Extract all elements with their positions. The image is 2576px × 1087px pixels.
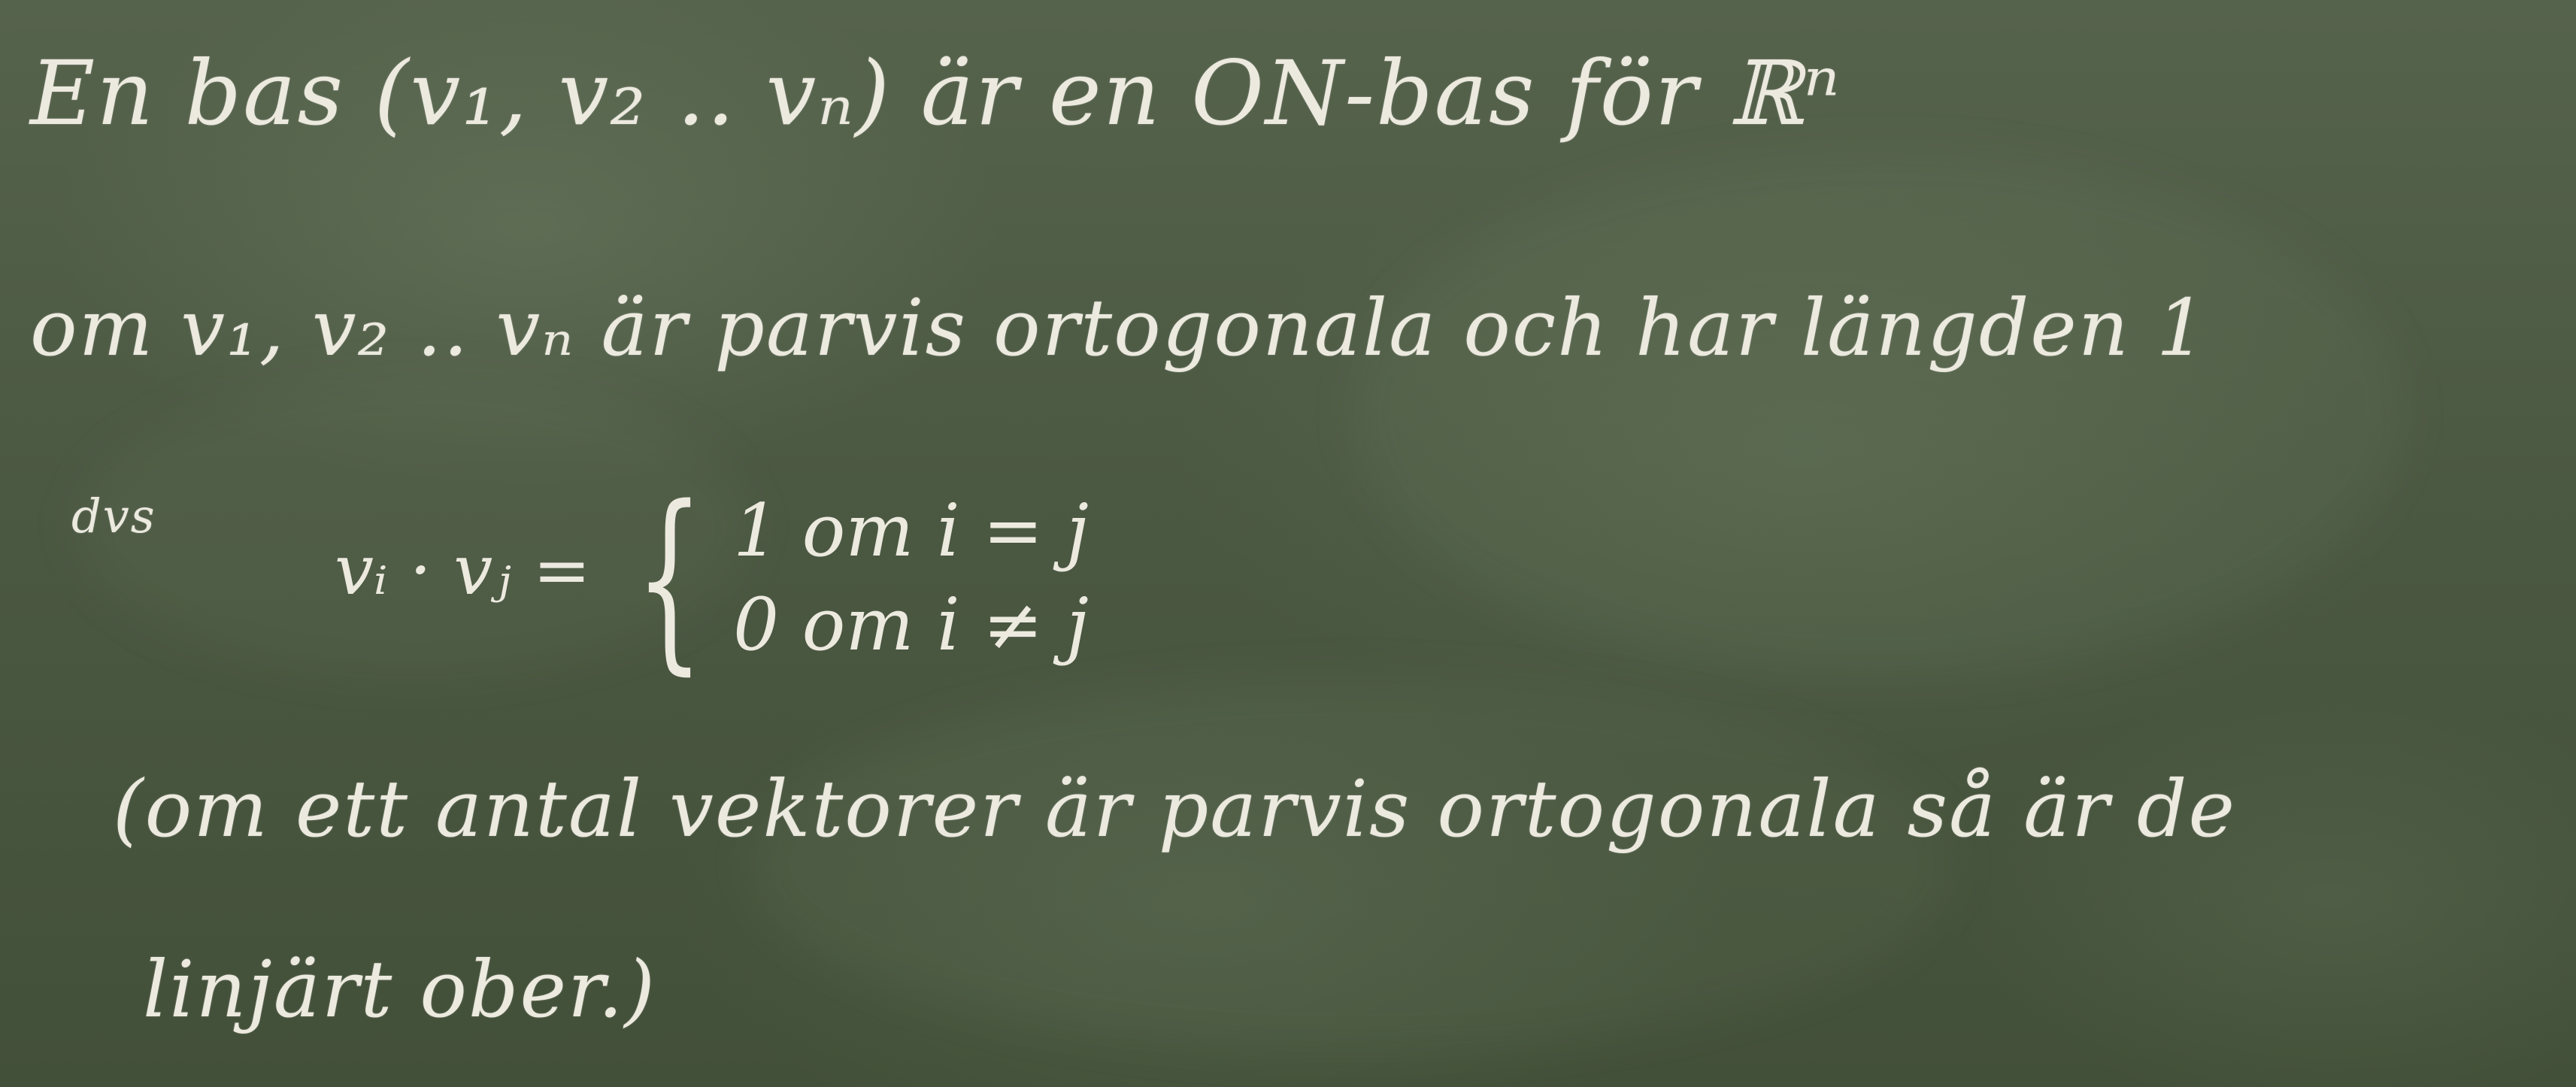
eraser-smudge [1353, 150, 2406, 677]
definition-line: En bas (v₁, v₂ .. vₙ) är en ON-bas för ℝⁿ [30, 41, 1841, 145]
dvs-label: dvs [71, 489, 156, 544]
condition-line: om v₁, v₂ .. vₙ är parvis ortogonala och har längden 1 [30, 282, 2208, 374]
remark-line: (om ett antal vektorer är parvis ortogonala så är de [113, 763, 2236, 855]
cases-brace: { [635, 465, 704, 692]
eraser-smudge [752, 677, 1955, 1052]
remark-line-continuation: linjärt ober.) [143, 943, 656, 1035]
case-equal-indices: 1 om i = j [733, 489, 1089, 573]
dot-product-lhs: vᵢ · vⱼ = [335, 530, 591, 610]
case-unequal-indices: 0 om i ≠ j [733, 583, 1089, 667]
